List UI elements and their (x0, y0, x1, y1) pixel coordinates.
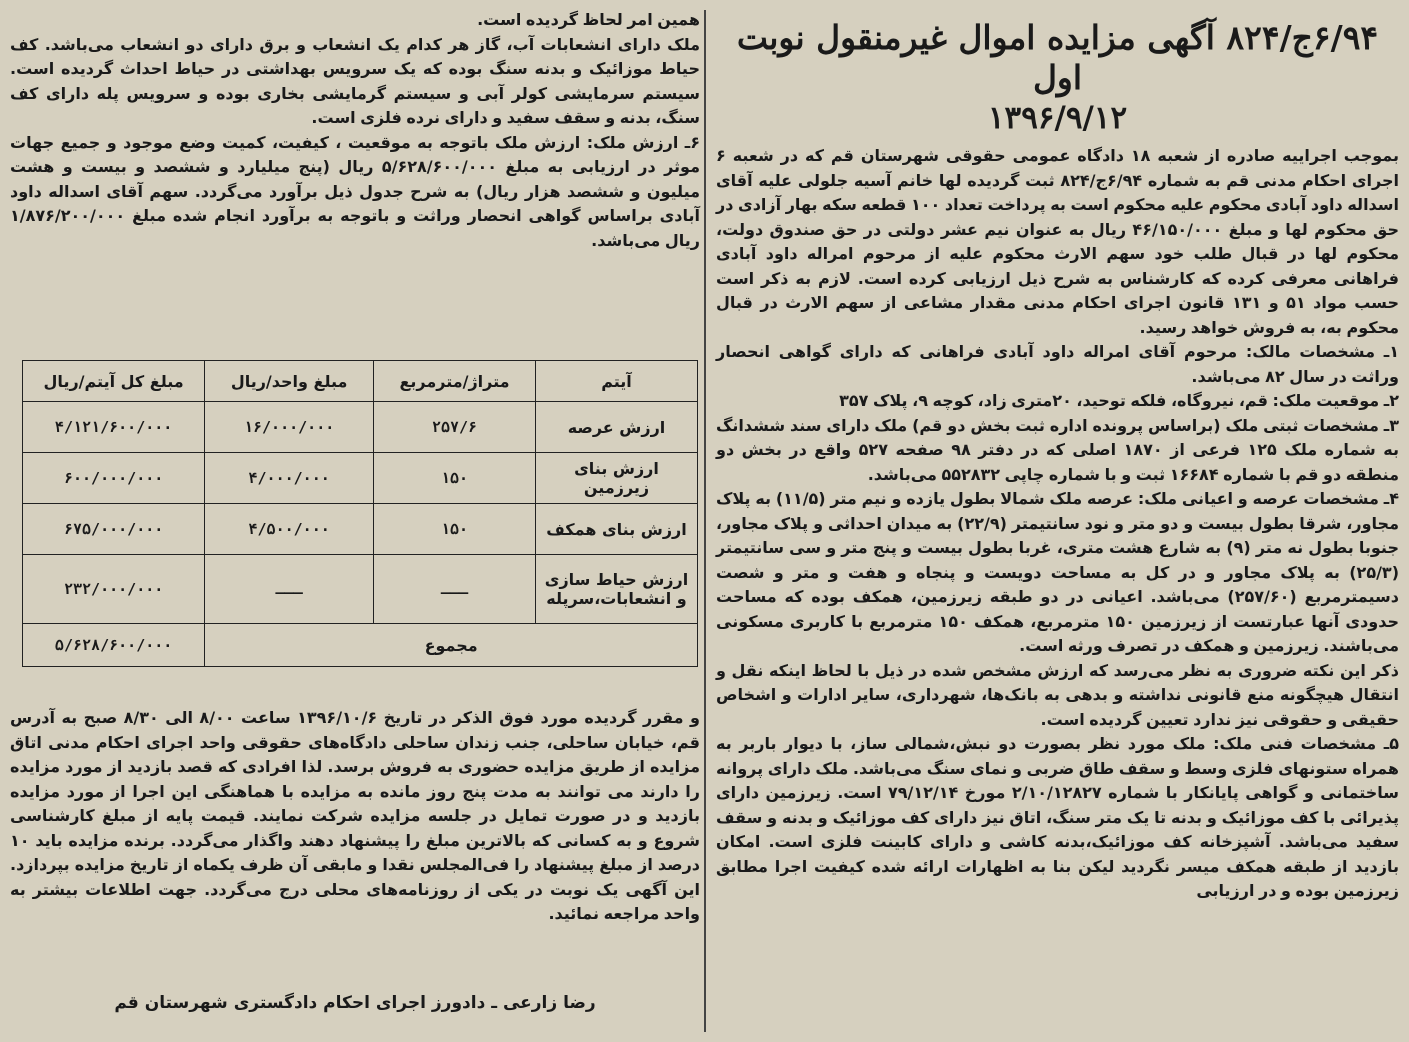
table-header-row (23, 361, 698, 402)
owner-paragraph: ۱ـ مشخصات مالک: مرحوم آقای امراله داود آبادی فراهانی که دارای گواهی انحصار وراثت در سال ۸۲ می‌باشد. (716, 342, 1399, 386)
table-row (23, 453, 698, 504)
notice-date: ۱۳۹۶/۹/۱۲ (987, 100, 1128, 136)
row-unit-price: ۴/۰۰۰/۰۰۰ (205, 453, 374, 504)
left-column (10, 8, 700, 1036)
row-area: ـــ (374, 555, 536, 624)
header-item: آیتم (536, 361, 698, 402)
header-area: متراژ/مترمربع (374, 361, 536, 402)
auction-details (10, 706, 700, 927)
utilities-paragraph: ملک دارای انشعابات آب، گاز هر کدام یک انشعاب و برق دارای دو انشعاب می‌باشد. کف حیاط موزائیک و بدنه سنگ بوده که یک سرویس بهداشتی در حیاط احداث گردیده است. سیستم سرمایشی کولر آبی و سیستم گرمایشی بخاری بوده و سرویس پله دارای کف سنگ، بدنه و سقف سفید و دارای نرده فلزی است. (10, 34, 700, 127)
location-paragraph: ۲ـ موقعیت ملک: قم، نیروگاه، فلکه توحید، ۲۰متری زاد، کوچه ۹، پلاک ۳۵۷ (839, 391, 1399, 410)
row-total-price: ۶۰۰/۰۰۰/۰۰۰ (23, 453, 205, 504)
table-row (23, 555, 698, 624)
row-total-price: ۴/۱۲۱/۶۰۰/۰۰۰ (23, 402, 205, 453)
row-total-price: ۶۷۵/۰۰۰/۰۰۰ (23, 504, 205, 555)
row-unit-price: ۴/۵۰۰/۰۰۰ (205, 504, 374, 555)
intro-paragraph: بموجب اجراییه صادره از شعبه ۱۸ دادگاه عمومی حقوقی شهرستان قم که در شعبه ۶ اجرای احکام مدنی قم به شماره ۶/۹۴ج/۸۲۴ ثبت گردیده لها خانم آسیه جلولی علیه آقای اسداله داود آبادی محکوم علیه محکوم است به پرداخت تعداد ۱۰۰ قطعه سکه بهار آزادی در حق محکوم لها و مبلغ ۴۶/۱۵۰/۰۰۰ ریال به عنوان نیم عشر دولتی در حق صندوق دولت، محکوم لها در قبال طلب خود سهم الارث محکوم علیه از مرحوم امراله داود آبادی فراهانی معرفی کرده که کارشناس به شرح ذیل ارزیابی کرده است. لازم به ذکر است حسب مواد ۵۱ و ۱۳۱ قانون اجرای احکام مدنی مقدار مشاعی از سهم الارث در قبال محکوم به، به فروش خواهد رسید. (716, 146, 1400, 337)
row-unit-price: ـــ (205, 555, 374, 624)
continuation-paragraph: همین امر لحاظ گردیده است. (477, 10, 700, 29)
column-divider (704, 10, 706, 1032)
row-area: ۲۵۷/۶ (374, 402, 536, 453)
row-item: ارزش حیاط سازی و انشعابات،سرپله (536, 555, 698, 624)
row-total-price: ۲۳۲/۰۰۰/۰۰۰ (23, 555, 205, 624)
total-value: ۵/۶۲۸/۶۰۰/۰۰۰ (23, 624, 205, 667)
header-total-price: مبلغ کل آیتم/ریال (23, 361, 205, 402)
note-paragraph: ذکر این نکته ضروری به نظر می‌رسد که ارزش مشخص شده در ذیل با لحاظ اینکه نقل و انتقال هیچگونه منع قانونی نداشته و بدهی به بانک‌ها، شهرداری، سایر ادارات و اشخاص حقیقی و حقوقی نیز ندارد تعیین گردیده است. (716, 660, 1399, 729)
table-row (23, 402, 698, 453)
right-column (716, 8, 1399, 1036)
technical-paragraph: ۵ـ مشخصات فنی ملک: ملک مورد نظر بصورت دو نبش،شمالی ساز، با دیوار باربر به همراه ستونهای فلزی وسط و سقف طاق ضربی و نمای سنگ می‌باشد. ملک دارای پروانه ساختمانی و گواهی پایانکار با شماره ۲/۱۰/۱۲۸۲۷ مورخ ۷۹/۱۲/۱۴ است. زیرزمین دارای پذیرائی با کف موزائیک و بدنه تا یک متر سنگ، اتاق نیز دارای کف موزائیک و بدنه و سقف سفید می‌باشد. آشپزخانه کف موزائیک،بدنه کاشی و دارای کابینت فلزی است. امکان بازدید از طبقه همکف میسر نگردید لیکن بنا به اظهارات ارائه شده کیفیت اجرا مطابق زیرزمین بوده و در ارزیابی (716, 734, 1400, 900)
total-label: مجموع (205, 624, 698, 667)
row-item: ارزش بنای همکف (536, 504, 698, 555)
notice-title: ۶/۹۴ج/۸۲۴ آگهی مزایده اموال غیرمنقول نوبت اول (736, 18, 1379, 97)
row-item: ارزش عرصه (536, 402, 698, 453)
header-unit-price: مبلغ واحد/ریال (205, 361, 374, 402)
table-row (23, 504, 698, 555)
value-paragraph: ۶ـ ارزش ملک: ارزش ملک باتوجه به موقعیت ، کیفیت، کمیت وضع موجود و جمیع جهات موثر در ارزیابی به مبلغ ۵/۶۲۸/۶۰۰/۰۰۰ ریال (پنج میلیارد و ششصد و بیست و هشت میلیون و ششصد هزار ریال) به شرح جدول ذیل برآورد می‌گردد. سهم آقای اسداله داود آبادی براساس گواهی انحصار وراثت و باتوجه به برآورد انجام شده مبلغ ۱/۸۷۶/۲۰۰/۰۰۰ ریال می‌باشد. (10, 132, 700, 250)
valuation-table (22, 360, 698, 667)
auction-paragraph: و مقرر گردیده مورد فوق الذکر در تاریخ ۱۳۹۶/۱۰/۶ ساعت ۸/۰۰ الی ۸/۳۰ صبح به آدرس قم، خیابان ساحلی، جنب زندان ساحلی دادگاه‌های حقوقی واحد اجرای احکام مدنی اتاق مزایده از طریق مزایده حضوری به فروش برسد. لذا افرادی که قصد بازدید از مورد مزایده را دارند می توانند به مدت پنج روز مانده به مزایده با هماهنگی این اجرا از مورد مزایده بازدید و در صورت تمایل در جلسه مزایده شرکت نمایند. قیمت پایه از مبلغ کارشناسی شروع و به کسانی که بالاترین مبلغ را پیشنهاد دهند واگذار می‌گردد. برنده مزایده باید ۱۰ درصد از مبلغ پیشنهاد را فی‌المجلس نقدا و مابقی آن ظرف یکماه از تاریخ مزایده بپردازد. این آگهی یک نوبت در یکی از روزنامه‌های محلی درج می‌گردد. جهت اطلاعات بیشتر به واحد مراجعه نمائید. (10, 708, 701, 923)
row-unit-price: ۱۶/۰۰۰/۰۰۰ (205, 402, 374, 453)
row-area: ۱۵۰ (374, 453, 536, 504)
area-paragraph: ۴ـ مشخصات عرصه و اعیانی ملک: عرصه ملک شمالا بطول یازده و نیم متر (۱۱/۵) به پلاک مجاور، شرقا بطول بیست و دو متر و نود سانتیمتر (۲۲/۹) به میدان احداثی و پلاک مجاور، جنوبا بطول نه متر (۹) به شارع هشت متری، غربا بطول بیست و پنج متر و سی سانتیمتر (۲۵/۳) به پلاک مجاور و در کل به مساحت دویست و پنجاه و هفت و متر و شصت دسیمترمربع (۲۵۷/۶۰) می‌باشد. اعیانی در دو طبقه زیرزمین، همکف بوده که مساحت حدودی آنها عبارتست از زیرزمین ۱۵۰ مترمربع، همکف ۱۵۰ مترمربع با کاربری مسکونی می‌باشند. زیرزمین و همکف در تصرف ورثه است. (716, 489, 1399, 655)
signature: رضا زارعی ـ دادورز اجرای احکام دادگستری شهرستان قم (114, 993, 596, 1013)
row-area: ۱۵۰ (374, 504, 536, 555)
registration-paragraph: ۳ـ مشخصات ثبتی ملک (براساس پرونده اداره ثبت بخش دو قم) ملک دارای سند ششدانگ به شماره ملک ۱۲۵ فرعی از ۱۸۷۰ اصلی که در دفتر ۹۸ صفحه ۵۲۷ واقع در بخش دو منطقه دو قم با شماره ۱۶۶۸۴ ثبت و با شماره چاپی ۵۵۲۸۳۲ می‌باشد. (716, 415, 1400, 484)
row-item: ارزش بنای زیرزمین (536, 453, 698, 504)
table-total-row (23, 624, 698, 667)
